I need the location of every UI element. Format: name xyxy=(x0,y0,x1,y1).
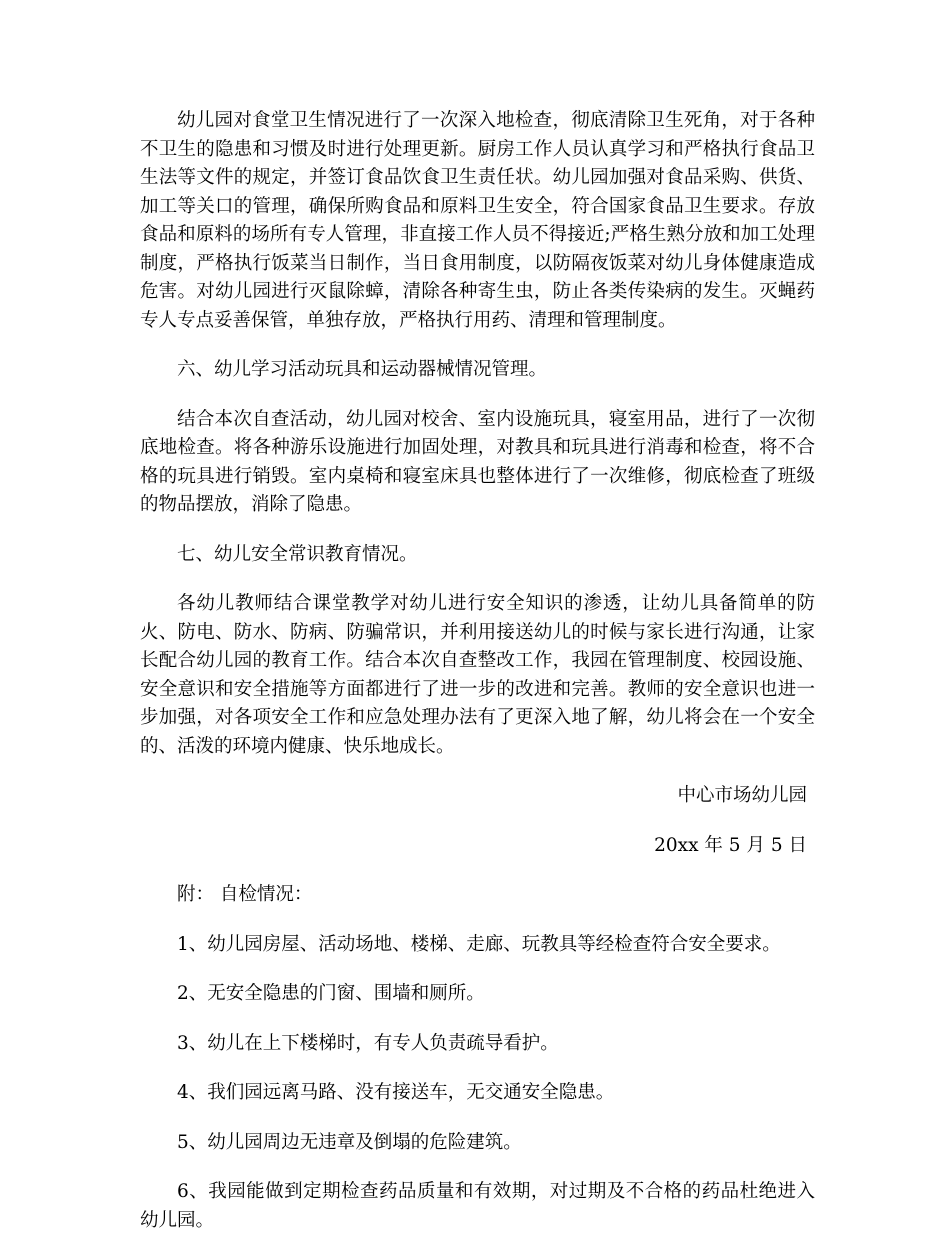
appendix-title: 附： 自检情况： xyxy=(177,884,313,905)
signature-organization: 中心市场幼儿园 xyxy=(677,785,807,806)
appendix-item: 3、幼儿在上下楼梯时，有专人负责疏导看护。 xyxy=(177,1032,559,1054)
paragraph-safety-education: 各幼儿教师结合课堂教学对幼儿进行安全知识的渗透，让幼儿具备简单的防火、防电、防水、防病、防骗常识，并利用接送幼儿的时候与家长进行沟通，让家长配合幼儿园的教育工作。结合本次自查整改工作，我园在管理制度、校园设施、安全意识和安全措施等方面都进行了进一步的改进和完善。教师的安全意识也进一步加强，对各项安全工作和应急处理办法有了更深入地了解，幼儿将会在一个安全的、活泼的环境内健康、快乐地成长。 xyxy=(140,593,815,757)
appendix-item: 1、幼儿园房屋、活动场地、楼梯、走廊、玩教具等经检查符合安全要求。 xyxy=(177,933,781,955)
section-heading-safety-education: 七、幼儿安全常识教育情况。 xyxy=(177,543,418,565)
paragraph-toys-equipment: 结合本次自查活动，幼儿园对校舍、室内设施玩具，寝室用品，进行了一次彻底地检查。将各种游乐设施进行加固处理，对教具和玩具进行消毒和检查，将不合格的玩具进行销毁。室内桌椅和寝室床具也整体进行了一次维修，彻底检查了班级的物品摆放，消除了隐患。 xyxy=(140,408,815,515)
appendix-item: 6、我园能做到定期检查药品质量和有效期，对过期及不合格的药品杜绝进入幼儿园。 xyxy=(140,1181,815,1231)
signature-date: 20xx 年 5 月 5 日 xyxy=(654,834,807,856)
paragraph-canteen-hygiene: 幼儿园对食堂卫生情况进行了一次深入地检查，彻底清除卫生死角，对于各种不卫生的隐患和习惯及时进行处理更新。厨房工作人员认真学习和严格执行食品卫生法等文件的规定，并签订食品饮食卫生责任状。幼儿园加强对食品采购、供货、加工等关口的管理，确保所购食品和原料卫生安全，符合国家食品卫生要求。存放食品和原料的场所有专人管理，非直接工作人员不得接近;严格生熟分放和加工处理制度，严格执行饭菜当日制作，当日食用制度，以防隔夜饭菜对幼儿身体健康造成危害。对幼儿园进行灭鼠除蟑，清除各种寄生虫，防止各类传染病的发生。灭蝇药专人专点妥善保管，单独存放，严格执行用药、清理和管理制度。 xyxy=(140,110,815,331)
document-body xyxy=(140,107,815,1256)
appendix-item: 5、幼儿园周边无违章及倒塌的危险建筑。 xyxy=(177,1131,522,1153)
appendix-item: 2、无安全隐患的门窗、围墙和厕所。 xyxy=(177,983,485,1004)
appendix-item: 4、我们园远离马路、没有接送车，无交通安全隐患。 xyxy=(177,1082,615,1103)
section-heading-toys-equipment: 六、幼儿学习活动玩具和运动器械情况管理。 xyxy=(177,359,548,380)
